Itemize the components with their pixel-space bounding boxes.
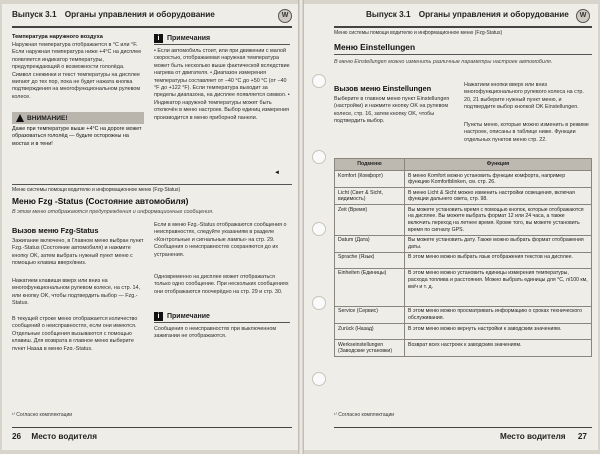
table-cell-menu: Sprache (Язык) xyxy=(335,252,405,268)
table-header: Подменю xyxy=(335,159,405,171)
binder-hole xyxy=(312,296,326,310)
fzg-status-intro: В этом меню отображаются предупреждения и информационные сообщения. xyxy=(12,209,214,215)
notes-rule xyxy=(154,44,290,45)
header-title: Органы управления и оборудование xyxy=(64,10,215,19)
table-row xyxy=(335,205,592,235)
table-cell-menu: Komfort (Комфорт) xyxy=(335,171,405,188)
outside-temp-heading: Температура наружного воздуха xyxy=(12,34,103,40)
table-header: Функция xyxy=(405,159,592,171)
table-cell-menu: Zurück (Назад) xyxy=(335,324,405,340)
warning-triangle-icon xyxy=(16,114,24,122)
header-section: Выпуск 3.1 xyxy=(366,10,411,19)
brand-logo-icon: W xyxy=(576,9,590,23)
binder-hole xyxy=(312,222,326,236)
table-cell-desc: В меню Licht & Sicht можно изменить настройки освещения, включая функции дальнего света, стр. 98. xyxy=(405,188,592,205)
right-footer-rule xyxy=(334,427,592,428)
fzg-call-body: Зажигание включено, в Главном меню выбран пункт Fzg.-Status (Состояние автомобиля) и нажмите кнопку OK, затем выбрать нужный пункт меню с помощью клавиш вверх/вниз. xyxy=(12,238,144,267)
fzg-call-heading: Вызов меню Fzg-Status xyxy=(12,226,99,235)
table-cell-desc: В меню Komfort можно установить функции комфорта, например функцию Komfortblinken, см. стр. 26. xyxy=(405,171,592,188)
fzg-col2-body: Если в меню Fzg.-Status отображаются сообщения о неисправностях, следуйте указаниям в разделе «Контрольные и сигнальные лампы» на стр. 29. Сообщения о неисправностях сохраняются до их устранения. xyxy=(154,222,287,258)
note-box-title xyxy=(154,312,210,321)
table-cell-desc: В этом меню можно вернуть настройки к заводским значениям. xyxy=(405,324,592,340)
table-cell-desc: Возврат всех настроек к заводским значениям. xyxy=(405,340,592,357)
note-rule xyxy=(154,322,290,323)
table-row xyxy=(335,171,592,188)
left-footer xyxy=(12,432,97,441)
table-cell-desc: Вы можете установить дату. Также можно выбрать формат отображения даты. xyxy=(405,235,592,252)
table-cell-menu: Einheiten (Единицы) xyxy=(335,268,405,306)
table-cell-desc: В этом меню можно выбрать язык отображения текстов на дисплее. xyxy=(405,252,592,268)
table-row xyxy=(335,340,592,357)
table-row xyxy=(335,268,592,306)
warning-label: ВНИМАНИЕ! xyxy=(27,114,68,122)
note-body: Сообщения о неисправностях при выключенном зажигании не отображаются. xyxy=(154,326,277,340)
right-page xyxy=(304,4,598,450)
table-cell-menu: Datum (Дата) xyxy=(335,235,405,252)
right-page-header xyxy=(366,10,569,19)
left-footer-rule xyxy=(12,427,292,428)
left-footer-title: Место водителя xyxy=(31,432,97,441)
fzg-col2-body-2: Одновременно на дисплее может отображаться только одно сообщение. При нескольких сообщениях они отображаются поочерёдно на стр. 29 и стр. 30. xyxy=(154,274,289,295)
einstellungen-col2-body: Нажатием кнопки вверх или вниз многофункционального рулевого колеса на стр. 20, 21 выберите нужный пункт меню, и подтвердите выбор кнопкой OK Einstellungen. xyxy=(464,82,584,111)
section-rule xyxy=(334,54,592,55)
left-page-number: 26 xyxy=(12,432,22,441)
header-rule xyxy=(334,26,592,28)
binder-hole xyxy=(312,372,326,386)
right-page-number: 27 xyxy=(577,432,587,441)
top-note: Меню системы помощи водителю и информационное меню (Fzg-Status) xyxy=(334,30,503,36)
left-page-header xyxy=(12,10,215,19)
table-cell-desc: Вы можете установить время с помощью кнопок, которые отображаются на дисплее. Вы можете выбрать формат 12 или 24 часа, а также включить переход на летнее время. Кроме того, вы можете установить время по сигналу GPS. xyxy=(405,205,592,235)
einstellungen-intro: В меню Einstellungen можно изменить различные параметры настроек автомобиля. xyxy=(334,59,553,65)
warning-body: Даже при температуре выше +4°C на дороге может образоваться гололёд — будьте осторожны на мостах и в тени! xyxy=(12,126,142,147)
table-cell-menu: Service (Сервис) xyxy=(335,306,405,323)
einstellungen-col2-body-2: Пункты меню, которые можно изменить в режиме настроек, описаны в таблице ниже. Функции отдельных пунктов меню стр. 22. xyxy=(464,122,589,143)
einstellungen-call-heading: Вызов меню Einstellungen xyxy=(334,84,432,93)
einstellungen-heading: Меню Einstellungen xyxy=(334,42,416,52)
table-header-row xyxy=(335,159,592,171)
header-title: Органы управления и оборудование xyxy=(418,10,569,19)
end-marker-icon: ◄ xyxy=(274,170,280,176)
right-footer xyxy=(500,432,587,441)
warning-banner xyxy=(12,112,144,124)
notes-title-text: Примечания xyxy=(167,35,211,42)
header-rule xyxy=(12,26,292,28)
right-footer-title: Место водителя xyxy=(500,432,566,441)
submenu-table xyxy=(334,158,592,357)
left-footnote: ¹⁾ Согласно комплектации xyxy=(12,412,73,418)
table-row xyxy=(335,306,592,323)
einstellungen-call-body: Выберите в главном меню пункт Einstellungen (настройки) и нажмите кнопку OK на рулевом колесе, стр. 16, затем кнопку OK, чтобы подтвердить выбор. xyxy=(334,96,450,125)
info-icon: i xyxy=(154,34,163,43)
fzg-call-body-3: В текущей строке меню отображается количество сообщений о неисправностях, если они имеются. Отдельные сообщения вызываются с помощью клавиш. Для возврата в главное меню выберите пункт Назад в меню Fzg.-Status. xyxy=(12,316,138,350)
notes-body: • Если автомобиль стоит, или при движении с малой скоростью, отображаемая наружная температура может быть несколько выше фактической вследствие нагрева от двигателя. • Диапазон измерения температуры составляет от −40 °C до +50 °C (от −40 °F до +122 °F). Если температура выходит за пределы диапазона, на дисплее появляется символ. • Индикатор наружной температуры может быть отключён в меню настроек. Выбор единиц измерения производится в меню приборной панели. xyxy=(154,48,290,121)
left-page xyxy=(2,4,298,450)
note-title-text: Примечание xyxy=(167,313,210,320)
table-cell-desc: В этом меню можно установить единицы измерения температуры, расхода топлива и расстояния. Можно выбрать единицы для °C, л/100 км, км/ч и т. д. xyxy=(405,268,592,306)
fzg-call-body-2: Нажатием клавиши вверх или вниз на многофункциональном рулевом колесе, на стр. 14, или кнопку OK, чтобы подтвердить выбор — Fzg.-Status. xyxy=(12,278,141,307)
table-cell-desc: В этом меню можно просматривать информацию о сроках технического обслуживания. xyxy=(405,306,592,323)
table-row xyxy=(335,324,592,340)
binder-hole xyxy=(312,74,326,88)
header-section: Выпуск 3.1 xyxy=(12,10,57,19)
info-icon: i xyxy=(154,312,163,321)
notes-box-title xyxy=(154,34,210,43)
outside-temp-body: Наружная температура отображается в °C или °F. Если наружная температура ниже +4°C на дисплее появляется индикатор температуры, предупреждающий о возможности гололёда. Символ снежинки и текст температуры на дисплее мигают до тех пор, пока не будет нажата кнопка подтверждения на многофункциональном рулевом колесе. xyxy=(12,42,142,100)
right-footnote: ¹⁾ Согласно комплектации xyxy=(334,412,395,418)
table-cell-menu: Werkseinstellungen (Заводские установки) xyxy=(335,340,405,357)
table-cell-menu: Zeit (Время) xyxy=(335,205,405,235)
divider-note: Меню системы помощи водителю и информационное меню (Fzg-Status) xyxy=(12,187,181,193)
table-row xyxy=(335,235,592,252)
table-row xyxy=(335,188,592,205)
table-row xyxy=(335,252,592,268)
fzg-status-heading: Меню Fzg -Status (Состояние автомобиля) xyxy=(12,196,189,206)
section-rule xyxy=(12,184,292,185)
table-cell-menu: Licht (Свет & Sicht, видимость) xyxy=(335,188,405,205)
binder-hole xyxy=(312,150,326,164)
brand-logo-icon: W xyxy=(278,9,292,23)
